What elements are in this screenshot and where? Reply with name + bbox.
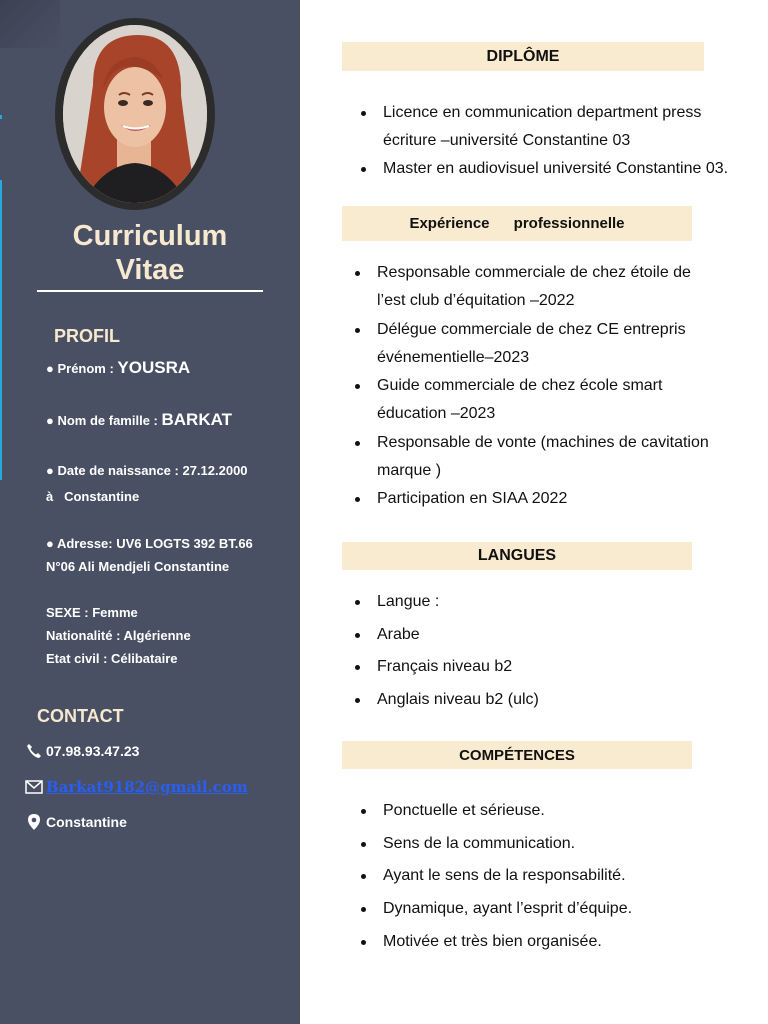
- competences-heading: COMPÉTENCES: [342, 741, 692, 769]
- edge-accent: [0, 180, 2, 480]
- experience-list: [355, 259, 745, 514]
- naissance-line2: à Constantine: [46, 489, 140, 504]
- cv-title-line2: Vitae: [115, 254, 185, 286]
- location-pin-icon: [22, 814, 46, 830]
- list-item: Ayant le sens de la responsabilité.: [361, 860, 741, 893]
- nom-line: [46, 410, 232, 430]
- title-divider: [37, 290, 263, 292]
- naissance-line1: ● Date de naissance : 27.12.2000: [46, 463, 248, 478]
- nom-label: ● Nom de famille :: [46, 413, 162, 428]
- corner-shade: [0, 0, 60, 48]
- prenom-label: ● Prénom :: [46, 361, 118, 376]
- list-item: Responsable de vonte (machines de cavitation marque ): [355, 429, 745, 486]
- contact-heading: CONTACT: [37, 706, 124, 726]
- prenom-value: YOUSRA: [117, 358, 191, 377]
- diplome-heading: DIPLÔME: [342, 42, 704, 71]
- list-item: Anglais niveau b2 (ulc): [355, 684, 735, 717]
- list-item: Langue :: [355, 586, 735, 619]
- location-city: Constantine: [46, 814, 127, 830]
- list-item: Ponctuelle et sérieuse.: [361, 795, 741, 828]
- profile-photo-image: [63, 25, 207, 203]
- adresse-line1: ● Adresse: UV6 LOGTS 392 BT.66: [46, 536, 253, 551]
- list-item: Licence en communication department press écriture –université Constantine 03: [361, 99, 751, 155]
- cv-title-line1: Curriculum: [72, 220, 228, 252]
- list-item: Délégue commerciale de chez CE entrepris événementielle–2023: [355, 316, 745, 373]
- nom-value: BARKAT: [161, 410, 232, 429]
- langues-heading: LANGUES: [342, 542, 692, 570]
- prenom-line: [46, 358, 190, 378]
- list-item: Motivée et très bien organisée.: [361, 926, 741, 959]
- list-item: Master en audiovisuel université Constantine 03.: [361, 155, 751, 183]
- diplome-list: [361, 99, 751, 183]
- langues-list: [355, 586, 735, 716]
- sidebar: [0, 0, 300, 1024]
- list-item: Dynamique, ayant l’esprit d’équipe.: [361, 893, 741, 926]
- edge-accent: [0, 115, 2, 119]
- email-row: [22, 778, 248, 796]
- list-item: Participation en SIAA 2022: [355, 485, 745, 513]
- list-item: Sens de la communication.: [361, 828, 741, 861]
- profile-photo: [55, 18, 215, 210]
- experience-heading: Expérience professionnelle: [342, 206, 692, 241]
- phone-icon: [22, 743, 46, 759]
- phone-number: 07.98.93.47.23: [46, 743, 140, 759]
- list-item: Responsable commerciale de chez étoile de l’est club d’équitation –2022: [355, 259, 745, 316]
- location-row: [22, 814, 127, 830]
- list-item: Français niveau b2: [355, 651, 735, 684]
- nationalite-line: Nationalité : Algérienne: [46, 628, 191, 643]
- list-item: Guide commerciale de chez école smart éducation –2023: [355, 372, 745, 429]
- phone-row: [22, 743, 139, 759]
- sexe-line: SEXE : Femme: [46, 605, 138, 620]
- profil-heading: PROFIL: [54, 326, 120, 346]
- email-link[interactable]: Barkat9182@gmail.com: [46, 778, 248, 796]
- competences-list: [361, 795, 741, 958]
- etat-civil-line: Etat civil : Célibataire: [46, 651, 178, 666]
- list-item: Arabe: [355, 619, 735, 652]
- adresse-line2: N°06 Ali Mendjeli Constantine: [46, 559, 230, 574]
- envelope-icon: [22, 780, 46, 794]
